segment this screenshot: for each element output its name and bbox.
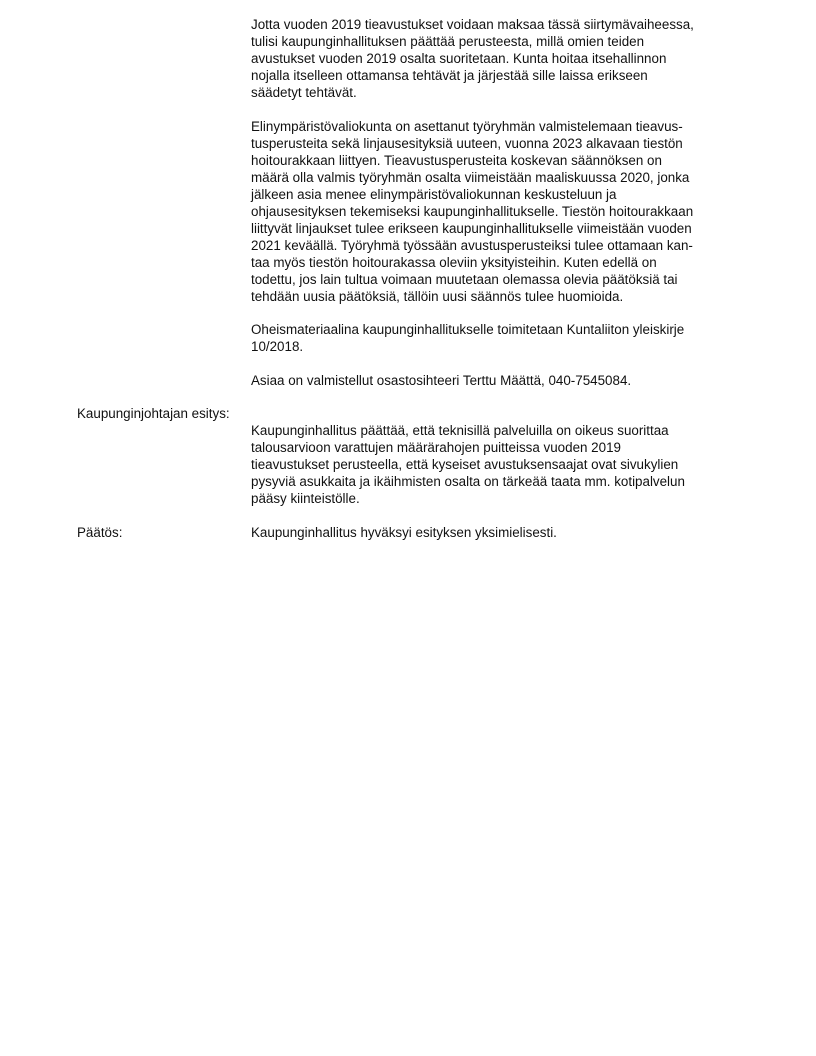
text-line: nojalla itselleen ottamansa tehtävät ja järjestää sille laissa erikseen [251, 68, 648, 83]
text-line: Elinympäristövaliokunta on asettanut työryhmän valmistelemaan tieavus- [251, 119, 683, 134]
text-line: määrä olla valmis työryhmän osalta viimeistään maaliskuussa 2020, jonka [251, 170, 690, 185]
text-line: pääsy kiinteistölle. [251, 491, 360, 506]
body-paragraph-3 [251, 321, 751, 355]
text-line: 10/2018. [251, 339, 304, 354]
proposal-label: Kaupunginjohtajan esitys: [77, 406, 230, 421]
text-line: 2021 keväällä. Työryhmä työssään avustusperusteiksi tulee ottamaan kan- [251, 238, 693, 253]
text-line: säädetyt tehtävät. [251, 85, 357, 100]
body-paragraph-4 [251, 372, 751, 389]
text-line: todettu, jos lain tultua voimaan muutetaan olemassa olevia päätöksiä tai [251, 272, 678, 287]
text-line: talousarvioon varattujen määrärahojen puitteissa vuoden 2019 [251, 440, 621, 455]
text-line: tulisi kaupunginhallituksen päättää perusteesta, millä omien teiden [251, 34, 645, 49]
decision-text [251, 524, 751, 541]
text-line: tusperusteita sekä linjausesityksiä uuteen, vuonna 2023 alkavaan tiestön [251, 136, 683, 151]
proposal-text [251, 422, 751, 507]
text-line: Kaupunginhallitus päättää, että teknisillä palveluilla on oikeus suorittaa [251, 423, 669, 438]
body-paragraph-1 [251, 16, 751, 101]
text-line: taa myös tiestön hoitourakassa oleviin yksityisteihin. Kuten edellä on [251, 255, 657, 270]
body-paragraph-2 [251, 118, 751, 305]
text-line: tieavustukset perusteella, että kyseiset avustuksensaajat ovat sivukylien [251, 457, 679, 472]
text-line: hoitourakkaan liittyen. Tieavustusperusteita koskevan säännöksen on [251, 153, 662, 168]
text-line: Jotta vuoden 2019 tieavustukset voidaan maksaa tässä siirtymävaiheessa, [251, 17, 694, 32]
text-line: Asiaa on valmistellut osastosihteeri Terttu Määttä, 040-7545084. [251, 373, 632, 388]
text-line: ohjausesityksen tekemiseksi kaupunginhallitukselle. Tiestön hoitourakkaan [251, 204, 694, 219]
text-line: avustukset vuoden 2019 osalta suoritetaan. Kunta hoitaa itsehallinnon [251, 51, 667, 66]
text-line: liittyvät linjaukset tulee erikseen kaupunginhallitukselle viimeistään vuoden [251, 221, 692, 236]
decision-label: Päätös: [77, 525, 123, 540]
text-line: Oheismateriaalina kaupunginhallitukselle toimitetaan Kuntaliiton yleiskirje [251, 322, 685, 337]
text-line: jälkeen asia menee elinympäristövaliokunnan keskusteluun ja [251, 187, 617, 202]
text-line: pysyviä asukkaita ja ikäihmisten osalta on tärkeää taata mm. kotipalvelun [251, 474, 685, 489]
text-line: tehdään uusia päätöksiä, tällöin uusi säännös tulee huomioida. [251, 289, 624, 304]
text-line: Kaupunginhallitus hyväksyi esityksen yksimielisesti. [251, 525, 557, 540]
